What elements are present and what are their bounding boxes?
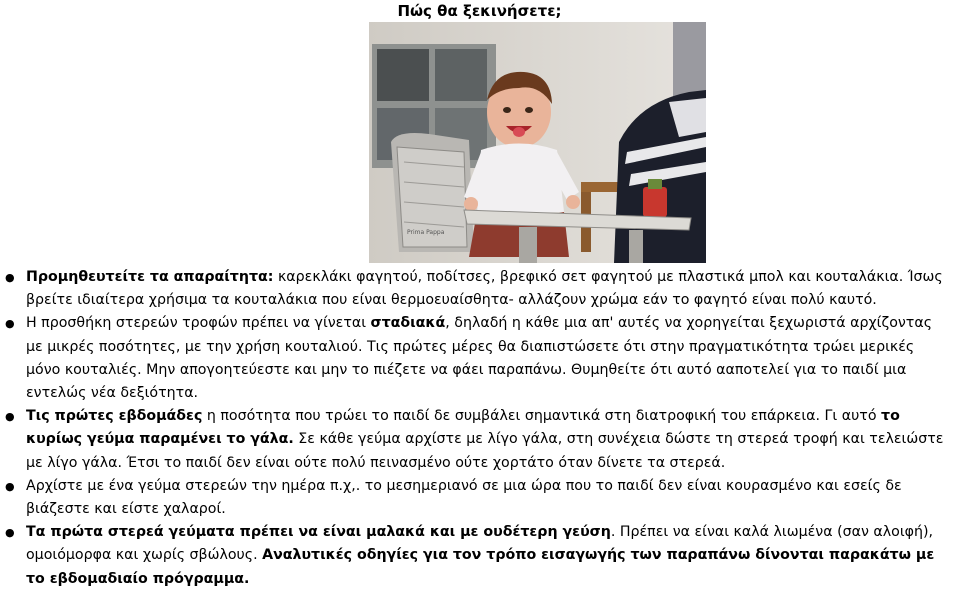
list-item: [0, 521, 959, 591]
page-title: Πώς θα ξεκινήσετε;: [397, 2, 562, 20]
body-text: η ποσότητα που τρώει το παιδί δε συμβάλει σημαντικά στη διατροφική του επάρκεια. Γι αυτό: [202, 408, 882, 425]
chair-brand-label: Prima Pappa: [407, 229, 445, 236]
body-text: . Πρέπει να είναι καλά λιωμένα (σαν αλοιφή), ομοιόμορφα και χωρίς σβώλους.: [26, 524, 934, 564]
baby-photo-illustration: [369, 22, 706, 263]
body-text: Αρχίστε με ένα γεύμα στερεών την ημέρα π.χ,. το μεσημεριανό σε μια ώρα που το παιδί δεν είναι κουρασμένο και εσείς δε βιάζεστε και είστε χαλαροί.: [26, 477, 902, 518]
bullet-icon: ●: [5, 526, 15, 540]
bold-text: σταδιακά: [370, 315, 446, 332]
list-item: [0, 405, 959, 475]
bullet-icon: ●: [5, 410, 15, 424]
body-text: Σε κάθε γεύμα αρχίστε με λίγο γάλα, στη συνέχεια δώστε τη στερεά τροφή και τελειώστε με λίγο γάλα. Έτσι το παιδί δεν είναι ούτε πολύ πεινασμένο ούτε χορτάτο όταν δίνετε τα στερεά.: [26, 431, 944, 471]
baby-photo: [369, 22, 706, 263]
list-item: [0, 312, 959, 405]
instructions-list: [0, 266, 959, 591]
bullet-icon: ●: [5, 317, 15, 331]
body-text: καρεκλάκι φαγητού, ποδίτσες, βρεφικό σετ φαγητού με πλαστικά μπολ και κουταλάκια. Ίσως βρείτε ιδιαίτερα χρήσιμα τα κουταλάκια που είναι θερμοευαίσθητα- αλλάζουν χρώμα εάν το φαγητό είναι πολύ καυτό.: [26, 269, 943, 309]
bold-text: Αναλυτικές οδηγίες για τον τρόπο εισαγωγής των παραπάνω δίνονται παρακάτω με το εβδομαδιαίο πρόγραμμα.: [26, 547, 935, 587]
bold-text: Τις πρώτες εβδομάδες: [26, 408, 203, 425]
bullet-icon: ●: [5, 271, 15, 284]
bullet-icon: ●: [5, 479, 15, 493]
list-item: [0, 266, 959, 312]
bold-text: Τα πρώτα στερεά γεύματα πρέπει να είναι μαλακά και με ουδέτερη γεύση: [26, 524, 611, 541]
bold-text: Προμηθευτείτε τα απαραίτητα:: [26, 269, 274, 285]
body-text: Η προσθήκη στερεών τροφών πρέπει να γίνεται: [26, 315, 371, 332]
body-text: , δηλαδή η κάθε μια απ' αυτές να χορηγείται ξεχωριστά αρχίζοντας με μικρές ποσότητες, με την χρήση κουταλιού. Τις πρώτες μέρες θα διαπιστώσετε ότι στην πραγματικότητα τρώει μερικές μόνο κουταλιές. Μην απογοητεύεστε και μην το πιέζετε να φάει παραπάνω. Θυμηθείτε ότι αυτό ααποτελεί για το παιδί μια εντελώς νέα δεξιότητα.: [26, 315, 933, 402]
bold-text: το κυρίως γεύμα παραμένει το γάλα.: [26, 408, 900, 448]
list-item: [0, 475, 959, 521]
